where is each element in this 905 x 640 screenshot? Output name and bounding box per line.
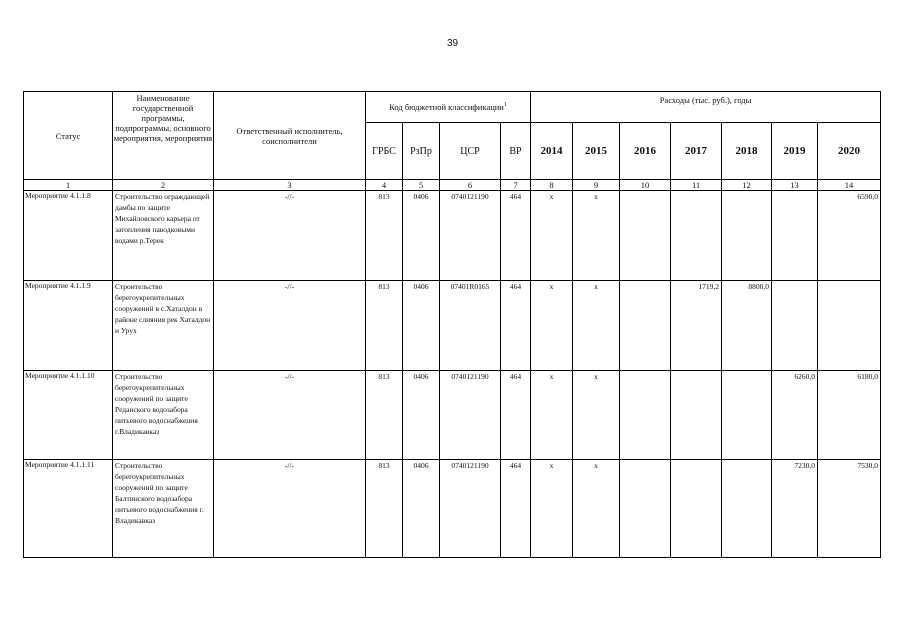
row-vr: 464 xyxy=(501,460,531,558)
row-2020: 7530,0 xyxy=(818,460,881,558)
row-status: Мероприятие 4.1.1.9 xyxy=(24,281,113,371)
row-vr: 464 xyxy=(501,371,531,460)
header-kbk-label: Код бюджетной классификации xyxy=(389,102,504,112)
row-grbs: 813 xyxy=(366,281,403,371)
row-responsible: -//- xyxy=(214,281,366,371)
row-vr: 464 xyxy=(501,191,531,281)
header-kbk-footnote: 1 xyxy=(503,102,507,109)
row-name: Строительство берегоукрепительных сооружений по защите Реданского водозабора питьевого водоснабжения г.Владикавказ xyxy=(113,371,214,460)
header-year-2020: 2020 xyxy=(818,123,881,180)
row-2019: 7230,0 xyxy=(772,460,818,558)
header-year-2019: 2019 xyxy=(772,123,818,180)
table-row xyxy=(24,281,881,371)
header-grbs: ГРБС xyxy=(366,123,403,180)
row-2018 xyxy=(722,460,772,558)
column-number: 8 xyxy=(531,180,573,191)
row-csr: 0740121190 xyxy=(440,191,501,281)
row-responsible: -//- xyxy=(214,371,366,460)
row-2016 xyxy=(620,371,671,460)
row-csr: 0740121190 xyxy=(440,460,501,558)
row-2016 xyxy=(620,281,671,371)
row-name: Строительство ограждающей дамбы по защите Михайловского карьера от затопления паводковыми водами р.Терек xyxy=(113,191,214,281)
column-number: 7 xyxy=(501,180,531,191)
row-2018 xyxy=(722,191,772,281)
header-responsible: Ответственный исполнитель, соисполнители xyxy=(214,92,366,180)
column-number: 12 xyxy=(722,180,772,191)
column-number: 4 xyxy=(366,180,403,191)
row-2014: x xyxy=(531,281,573,371)
row-2017: 1719,2 xyxy=(671,281,722,371)
column-number: 10 xyxy=(620,180,671,191)
column-number: 5 xyxy=(403,180,440,191)
row-status: Мероприятие 4.1.1.8 xyxy=(24,191,113,281)
row-2015: x xyxy=(573,191,620,281)
row-2017 xyxy=(671,371,722,460)
row-csr: 07401R0165 xyxy=(440,281,501,371)
header-rzpr: РзПр xyxy=(403,123,440,180)
header-year-2014: 2014 xyxy=(531,123,573,180)
header-year-2018: 2018 xyxy=(722,123,772,180)
row-2015: x xyxy=(573,460,620,558)
row-status: Мероприятие 4.1.1.10 xyxy=(24,371,113,460)
row-2019 xyxy=(772,191,818,281)
row-2018 xyxy=(722,371,772,460)
header-year-2015: 2015 xyxy=(573,123,620,180)
table-row xyxy=(24,460,881,558)
table-row xyxy=(24,191,881,281)
row-2014: x xyxy=(531,371,573,460)
row-2020: 6180,0 xyxy=(818,371,881,460)
page-number: 39 xyxy=(446,38,459,49)
row-2020: 6590,0 xyxy=(818,191,881,281)
row-2015: x xyxy=(573,371,620,460)
row-2014: x xyxy=(531,460,573,558)
row-rzpr: 0406 xyxy=(403,281,440,371)
row-2019: 6260,0 xyxy=(772,371,818,460)
header-year-2016: 2016 xyxy=(620,123,671,180)
row-2016 xyxy=(620,460,671,558)
row-vr: 464 xyxy=(501,281,531,371)
row-responsible: -//- xyxy=(214,191,366,281)
row-2020 xyxy=(818,281,881,371)
row-grbs: 813 xyxy=(366,460,403,558)
row-2017 xyxy=(671,191,722,281)
row-grbs: 813 xyxy=(366,191,403,281)
table-row xyxy=(24,371,881,460)
header-name: Наименование государственной программы, подпрограммы, основного мероприятия, мероприятия xyxy=(113,92,214,180)
row-rzpr: 0406 xyxy=(403,371,440,460)
row-rzpr: 0406 xyxy=(403,191,440,281)
column-number: 11 xyxy=(671,180,722,191)
row-rzpr: 0406 xyxy=(403,460,440,558)
row-name: Строительство берегоукрепительных сооружений в с.Хаталдон в районе слияния рек Хаталдон и Урух xyxy=(113,281,214,371)
row-2017 xyxy=(671,460,722,558)
row-2018: 8800,0 xyxy=(722,281,772,371)
header-expenses: Расходы (тыс. руб.), годы xyxy=(531,92,881,123)
row-2016 xyxy=(620,191,671,281)
column-number: 9 xyxy=(573,180,620,191)
row-status: Мероприятие 4.1.1.11 xyxy=(24,460,113,558)
row-2015: x xyxy=(573,281,620,371)
column-number-row xyxy=(24,180,881,191)
column-number: 14 xyxy=(818,180,881,191)
column-number: 6 xyxy=(440,180,501,191)
column-number: 1 xyxy=(24,180,113,191)
header-status: Статус xyxy=(24,92,113,180)
column-number: 3 xyxy=(214,180,366,191)
row-2019 xyxy=(772,281,818,371)
row-responsible: -//- xyxy=(214,460,366,558)
column-number: 13 xyxy=(772,180,818,191)
row-2014: x xyxy=(531,191,573,281)
row-name: Строительство берегоукрепительных сооружений по защите Балтинского водозабора питьевого водоснабжения г. Владикавказ xyxy=(113,460,214,558)
header-csr: ЦСР xyxy=(440,123,501,180)
header-kbk xyxy=(366,92,531,123)
row-csr: 0740121190 xyxy=(440,371,501,460)
budget-table xyxy=(23,91,881,558)
header-vr: ВР xyxy=(501,123,531,180)
row-grbs: 813 xyxy=(366,371,403,460)
header-year-2017: 2017 xyxy=(671,123,722,180)
column-number: 2 xyxy=(113,180,214,191)
